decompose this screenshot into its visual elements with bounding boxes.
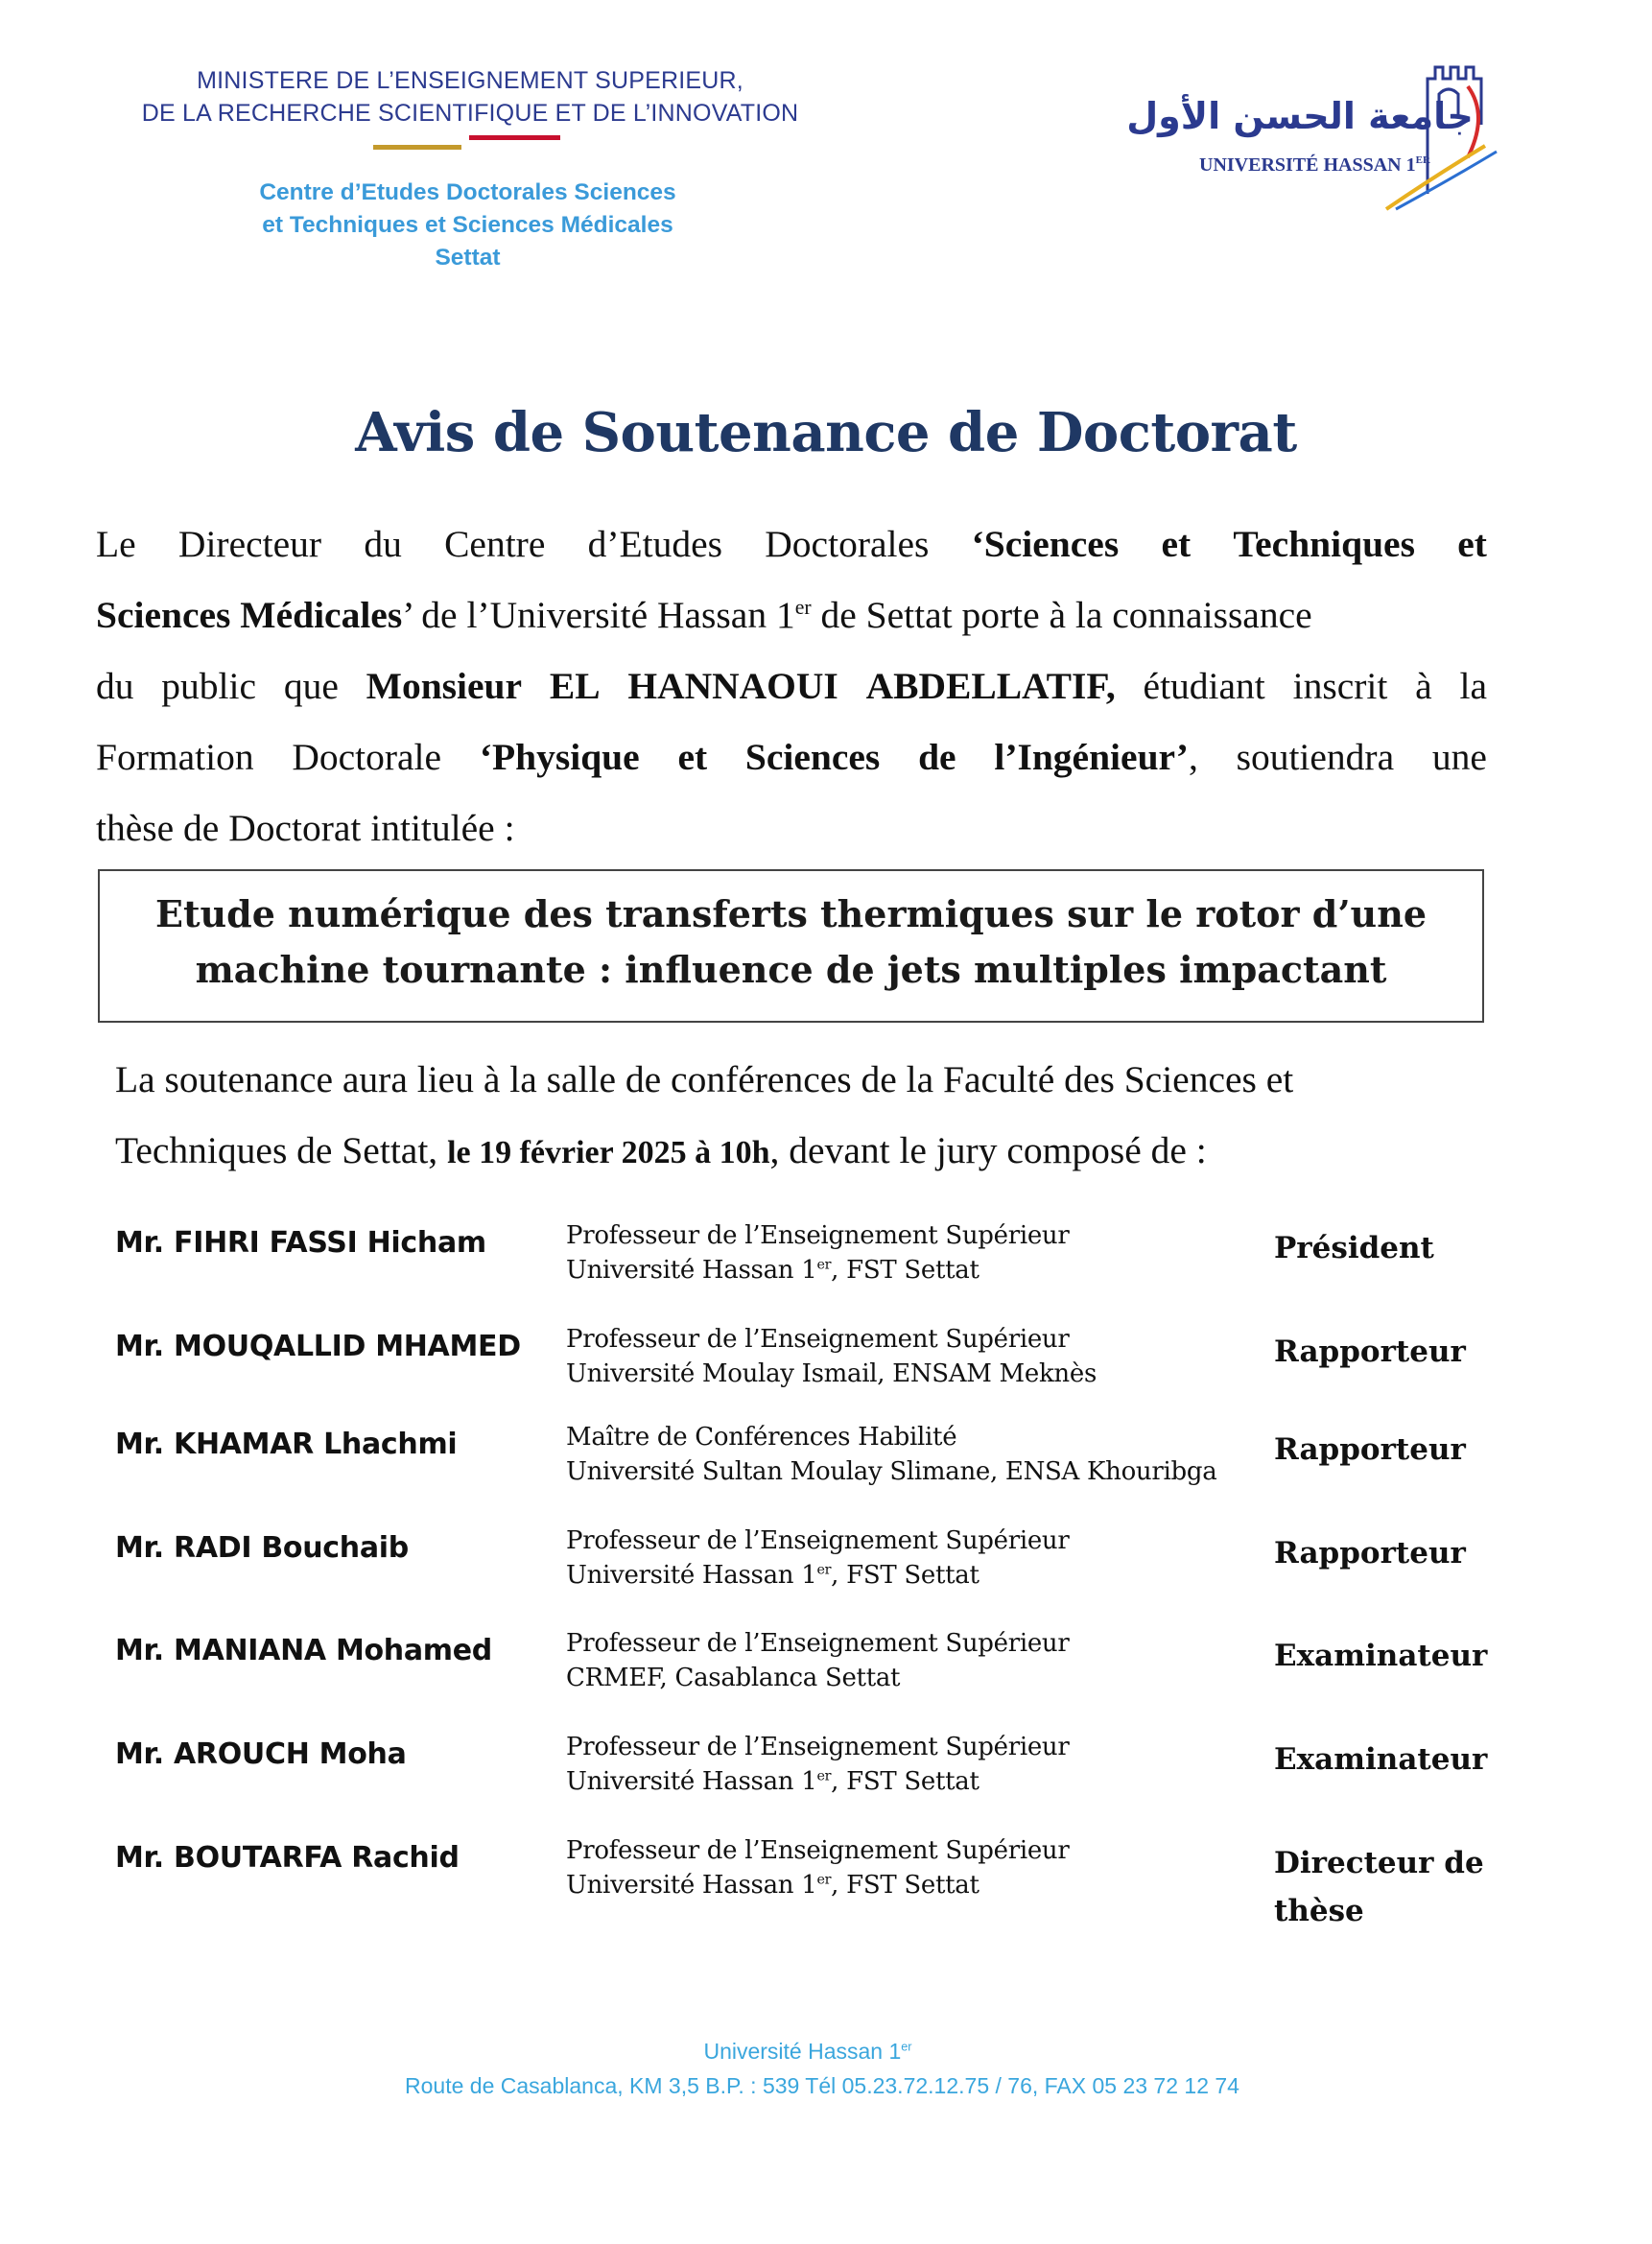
jury-rank: Professeur de l’Enseignement Supérieur	[566, 1836, 1070, 1865]
intro-line-3	[96, 650, 1487, 721]
center-name-end: Sciences Médicales	[96, 594, 403, 636]
jury-rank: Professeur de l’Enseignement Supérieur	[566, 1629, 1070, 1658]
cedoc-line-3: Settat	[435, 245, 501, 271]
doctoral-center-heading	[240, 177, 696, 274]
jury-role: Président	[1274, 1231, 1434, 1265]
svg-text:UNIVERSITÉ HASSAN 1ER	[1199, 154, 1431, 176]
superscript: er	[816, 1768, 832, 1784]
word: à	[1415, 665, 1432, 707]
word: une	[1431, 736, 1487, 778]
word: du	[96, 665, 134, 707]
center-name-word: Techniques	[1233, 523, 1415, 565]
institution-text: , FST Settat	[831, 1256, 979, 1285]
jury-name: Mr. MANIANA Mohamed	[115, 1634, 492, 1667]
candidate-name-word: HANNAOUI	[627, 665, 838, 707]
superscript: er	[816, 1257, 832, 1273]
jury-role: Rapporteur	[1274, 1432, 1466, 1467]
ministry-line-2: DE LA RECHERCHE SCIENTIFIQUE ET DE L’INNOVATION	[141, 100, 799, 127]
institution-text: Université Hassan 1	[566, 1767, 817, 1796]
jury-institution	[566, 1868, 1070, 1902]
comma: ,	[1188, 736, 1198, 778]
jury-institution	[566, 1357, 1097, 1391]
candidate-name-word: Monsieur	[366, 665, 523, 707]
red-stripe	[469, 135, 560, 140]
jury-institution	[566, 1661, 1070, 1695]
footer	[0, 2034, 1587, 2103]
jury-institution	[566, 1558, 1070, 1593]
venue-paragraph	[115, 1044, 1487, 1186]
jury-affiliation	[566, 1730, 1070, 1799]
jury-institution	[566, 1454, 1216, 1489]
program-name-word: l’Ingénieur’	[994, 736, 1189, 778]
intro-text: de Settat porte à la connaissance	[811, 594, 1312, 636]
institution-text: , FST Settat	[831, 1871, 979, 1900]
word: Le	[96, 523, 136, 565]
jury-rank: Professeur de l’Enseignement Supérieur	[566, 1325, 1070, 1354]
jury-affiliation	[566, 1833, 1070, 1902]
notice-title: Avis de Soutenance de Doctorat	[355, 401, 1297, 464]
superscript: er	[901, 2040, 912, 2054]
university-hassan-logo	[1126, 58, 1497, 211]
institution-text: Université Moulay Ismail, ENSAM Meknès	[566, 1359, 1097, 1388]
ministry-stripes-decoration	[373, 135, 560, 154]
word: du	[364, 523, 402, 565]
footer-university-name: Université Hassan 1	[703, 2039, 902, 2064]
cedoc-line-1: Centre d’Etudes Doctorales Sciences	[259, 179, 676, 205]
jury-institution	[566, 1253, 1070, 1287]
institution-text: Université Sultan Moulay Slimane, ENSA Khouribga	[566, 1457, 1217, 1486]
footer-university	[0, 2034, 1587, 2068]
ministry-line-1: MINISTERE DE L’ENSEIGNEMENT SUPERIEUR,	[197, 67, 743, 94]
program-name-word: et	[677, 736, 708, 778]
thesis-title-line-1: Etude numérique des transferts thermiques sur le rotor d’une	[154, 892, 1427, 935]
word: étudiant	[1143, 665, 1265, 707]
intro-line-1	[96, 508, 1487, 579]
venue-text: Techniques de Settat,	[115, 1129, 448, 1171]
word: Formation	[96, 736, 254, 778]
logo-arabic-text: جامعة الحسن الأول	[1126, 95, 1474, 137]
superscript: er	[816, 1872, 832, 1888]
jury-affiliation	[566, 1420, 1216, 1489]
footer-address: Route de Casablanca, KM 3,5 B.P. : 539 Tél 05.23.72.12.75 / 76, FAX 05 23 72 12 74	[405, 2073, 1239, 2098]
jury-rank: Professeur de l’Enseignement Supérieur	[566, 1221, 1070, 1250]
word: la	[1459, 665, 1487, 707]
intro-line-2	[96, 579, 1487, 650]
jury-affiliation	[566, 1322, 1097, 1391]
venue-line-1: La soutenance aura lieu à la salle de conférences de la Faculté des Sciences et	[115, 1058, 1294, 1100]
jury-role: Rapporteur	[1274, 1536, 1466, 1571]
cedoc-line-2: et Techniques et Sciences Médicales	[262, 212, 673, 238]
word: d’Etudes	[587, 523, 723, 565]
jury-name: Mr. FIHRI FASSI Hicham	[115, 1226, 486, 1260]
jury-affiliation	[566, 1626, 1070, 1695]
jury-rank: Professeur de l’Enseignement Supérieur	[566, 1526, 1070, 1555]
superscript: er	[816, 1562, 832, 1578]
superscript: er	[794, 595, 812, 619]
jury-role: Rapporteur	[1274, 1335, 1466, 1369]
jury-name: Mr. KHAMAR Lhachmi	[115, 1428, 458, 1461]
jury-affiliation	[566, 1218, 1070, 1287]
venue-line-2	[115, 1115, 1487, 1186]
intro-line-5: thèse de Doctorat intitulée :	[96, 807, 515, 849]
candidate-name-word: ABDELLATIF,	[865, 665, 1116, 707]
program-name-end	[994, 721, 1197, 792]
jury-name: Mr. RADI Bouchaib	[115, 1531, 409, 1565]
jury-name: Mr. AROUCH Moha	[115, 1737, 407, 1771]
institution-text: , FST Settat	[831, 1767, 979, 1796]
institution-text: Université Hassan 1	[566, 1871, 817, 1900]
word: soutiendra	[1236, 736, 1395, 778]
thesis-title-box	[98, 869, 1484, 1023]
thesis-title	[100, 886, 1482, 998]
word: Doctorale	[292, 736, 442, 778]
logo-latin-sup: ER	[1415, 154, 1430, 166]
institution-text: Université Hassan 1	[566, 1256, 817, 1285]
jury-name: Mr. BOUTARFA Rachid	[115, 1841, 460, 1875]
logo-latin-text: UNIVERSITÉ HASSAN 1	[1199, 154, 1416, 176]
jury-institution	[566, 1764, 1070, 1799]
thesis-title-line-2: machine tournante : influence de jets multiples impactant	[195, 948, 1387, 991]
word: Doctorales	[765, 523, 930, 565]
word: inscrit	[1292, 665, 1388, 707]
intro-line-4	[96, 721, 1487, 792]
candidate-name-word: EL	[549, 665, 601, 707]
jury-rank: Maître de Conférences Habilité	[566, 1423, 957, 1452]
center-name-word: ‘Sciences	[971, 523, 1120, 565]
defense-date: le 19 février 2025 à 10h	[447, 1135, 770, 1170]
jury-role: Examinateur	[1274, 1742, 1488, 1777]
institution-text: CRMEF, Casablanca Settat	[566, 1664, 901, 1692]
center-name-word: et	[1457, 523, 1487, 565]
institution-text: Université Hassan 1	[566, 1561, 817, 1590]
jury-name: Mr. MOUQALLID MHAMED	[115, 1330, 521, 1363]
gold-stripe	[373, 145, 461, 150]
jury-affiliation	[566, 1524, 1070, 1593]
intro-paragraph	[96, 508, 1487, 863]
program-name-word: de	[918, 736, 956, 778]
ministry-heading	[91, 64, 849, 130]
program-name-word: ‘Physique	[479, 736, 640, 778]
word: que	[283, 665, 339, 707]
center-name-word: et	[1161, 523, 1192, 565]
jury-rank: Professeur de l’Enseignement Supérieur	[566, 1733, 1070, 1761]
word: Directeur	[177, 523, 322, 565]
word: Centre	[444, 523, 546, 565]
venue-text: , devant le jury composé de :	[769, 1129, 1207, 1171]
university-text: ’ de l’Université Hassan 1	[402, 594, 795, 636]
jury-role: Examinateur	[1274, 1639, 1488, 1673]
institution-text: , FST Settat	[831, 1561, 979, 1590]
jury-role: Directeur de thèse	[1274, 1846, 1484, 1928]
word: public	[161, 665, 257, 707]
program-name-word: Sciences	[744, 736, 881, 778]
